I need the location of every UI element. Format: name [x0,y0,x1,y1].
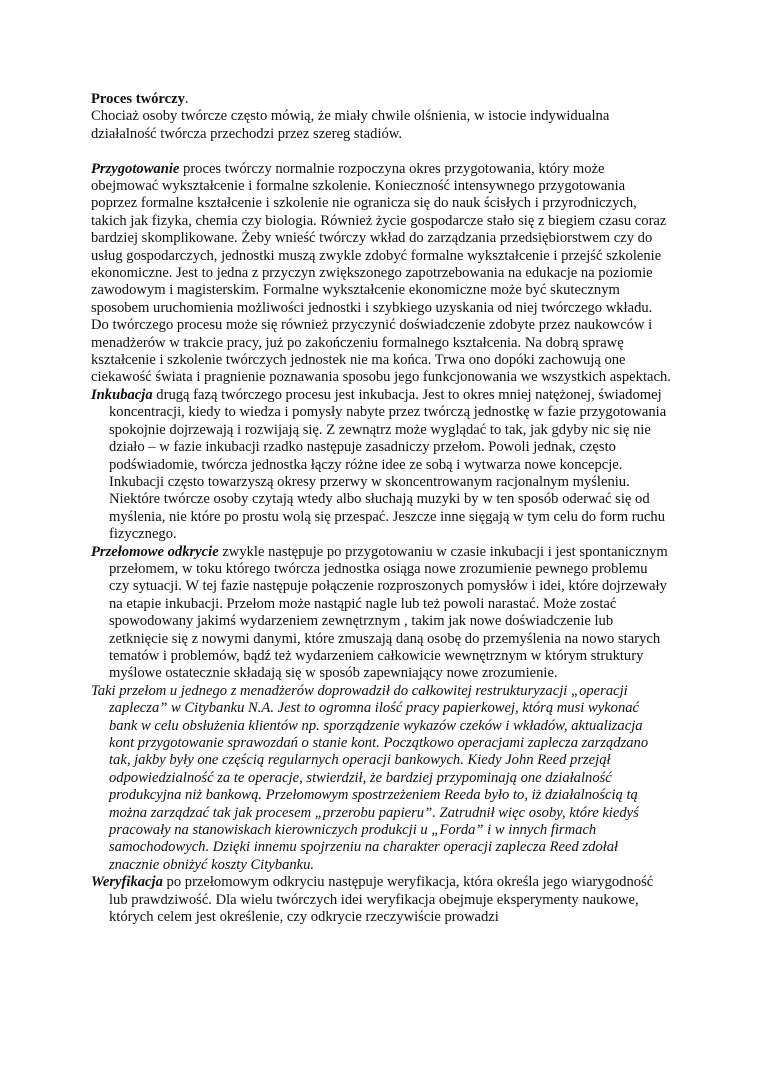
document-body [91,91,671,926]
section-text: drugą fazą twórczego procesu jest inkubacja. Jest to okres mniej natężonej, świadomej koncentracji, kiedy to wiedza i pomysły nabyte przez twórczą jednostkę w fazie przygotowania spokojnie dojrzewają i rozwijają się. Z zewnątrz może wyglądać to tak, jak gdyby nic się nie działo – w fazie inkubacji rzadko następuje zasadniczy przełom. Powoli jednak, często podświadomie, twórcza jednostka łączy różne idee ze sobą i wytwarza nowe koncepcje. Inkubacji często towarzyszą okresy przerwy w skoncentrowanym racjonalnym myśleniu. Niektóre twórcze osoby czytają wtedy albo słuchają muzyki by w ten sposób oderwać się od myślenia, nie które po prostu wolą się przespać. Jeszcze inne sięgają w tym celu do form ruchu fizycznego. [109,386,667,543]
document-title: Proces twórczy [91,91,185,107]
example-paragraph: Taki przełom u jednego z menadżerów doprowadził do całkowitej restrukturyzacji „operacji zaplecza” w Citybanku N.A. Jest to ogromna ilość pracy papierkowej, którą musi wykonać bank w celu obsłużenia klientów np. sporządzenie wykazów czeków i wkładów, aktualizacja kont przygotowanie sprawozdań o stanie kont. Początkowo operacjami zaplecza zarządzano tak, jakby były one częścią regularnych operacji bankowych. Kiedy John Reed przejął odpowiedzialność za te operacje, stwierdził, że bardziej przypominają one działalność produkcyjna niż bankową. Przełomowym spostrzeżeniem Reeda było to, iż działalnością tą można zarządzać tak jak procesem „przerobu papieru”. Zatrudnił więc osoby, które kiedyś pracowały na stanowiskach kierowniczych produkcji u „Forda” i w innych firmach samochodowych. Dzięki innemu spojrzeniu na charakter operacji zaplecza Reed zdołał znacznie obniżyć koszty Citybanku. [91,682,649,873]
section-inkubacja [91,387,671,544]
section-text: proces twórczy normalnie rozpoczyna okres przygotowania, który może obejmować wykształcenie i formalne szkolenie. Konieczność intensywnego przygotowania poprzez formalne kształcenie i szkolenie nie ogranicza się do nauk ścisłych i przyrodniczych, takich jak fizyka, chemia czy biologia. Również życie gospodarcze stało się z biegiem czasu coraz bardziej skomplikowane. Żeby wnieść twórczy wkład do zarządzania przedsiębiorstwem czy do usług gospodarczych, jednostki muszą zwykle zdobyć formalne wykształcenie i przejść szkolenie ekonomiczne. Jest to jedna z przyczyn zwiększonego zapotrzebowania na edukacje na poziomie zawodowym i magisterskim. Formalne wykształcenie ekonomiczne może być skutecznym sposobem uruchomienia możliwości jednostki i szybkiego uzyskania od niej twórczego wkładu. Do twórczego procesu może się również przyczynić doświadczenie zdobyte przez naukowców i menadżerów w trakcie pracy, już po zakończeniu formalnego kształcenia. Na dobrą sprawę kształcenie i szkolenie twórczych jednostek nie ma końca. Trwa ono dopóki zachowują one ciekawość świata i pragnienie poznawania sposobu jego funkcjonowania we wszystkich aspektach. [91,160,671,386]
section-term: Inkubacja [91,386,153,403]
section-przygotowanie [91,161,671,387]
document-title-line [91,91,671,108]
section-weryfikacja [91,874,671,926]
section-term: Przygotowanie [91,160,180,177]
section-przelomowe-odkrycie [91,544,671,683]
title-suffix: . [184,91,189,107]
intro-paragraph: Chociaż osoby twórcze często mówią, że miały chwile olśnienia, w istocie indywidualna działalność twórcza przechodzi przez szereg stadiów. [91,108,610,142]
section-text: po przełomowym odkryciu następuje weryfikacja, która określa jego wiarygodność lub prawdziwość. Dla wielu twórczych idei weryfikacja obejmuje eksperymenty naukowe, których celem jest określenie, czy odkrycie rzeczywiście prowadzi [109,874,654,926]
section-term: Przełomowe odkrycie [91,543,219,560]
paragraph-spacer [91,143,671,160]
section-term: Weryfikacja [91,874,163,891]
section-text: zwykle następuje po przygotowaniu w czasie inkubacji i jest spontanicznym przełomem, w toku którego twórcza jednostka osiąga nowe zrozumienie pewnego problemu czy sytuacji. W tej fazie następuje połączenie rozproszonych pomysłów i idei, które dojrzewały na etapie inkubacji. Przełom może nastąpić nagle lub też powoli narastać. Może zostać spowodowany jakimś wydarzeniem zewnętrznym , takim jak nowe doświadczenie lub zetknięcie się z nowymi danymi, które zmuszają daną osobę do przemyślenia na nowo starych tematów i problemów, bądź też wydarzeniem całkowicie wewnętrznym w którym struktury myślowe ostatecznie składają się w sposób zapewniający nowe zrozumienie. [109,543,668,682]
